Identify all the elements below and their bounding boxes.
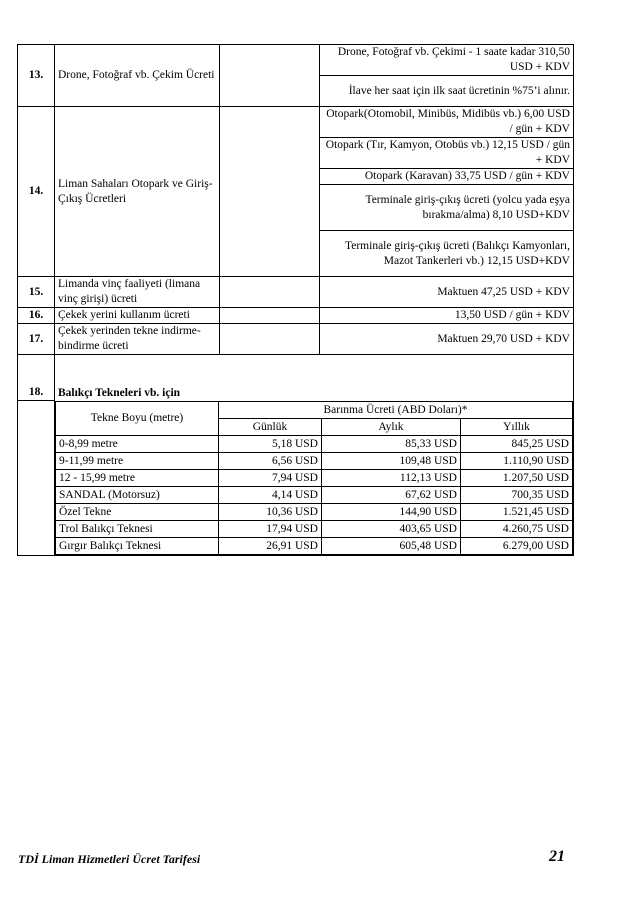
row-description: Liman Sahaları Otopark ve Giriş-Çıkış Ücretleri <box>55 107 220 277</box>
cell-yearly: 1.110,90 USD <box>461 452 573 469</box>
row-value: 13,50 USD / gün + KDV <box>320 308 574 324</box>
header-monthly: Aylık <box>322 418 461 435</box>
row-value: Maktuen 47,25 USD + KDV <box>320 277 574 308</box>
empty-cell <box>220 308 320 324</box>
table-row <box>56 537 573 554</box>
header-daily: Günlük <box>219 418 322 435</box>
row-number: 15. <box>18 277 55 308</box>
cell-daily: 17,94 USD <box>219 520 322 537</box>
boat-fee-cell <box>55 401 574 556</box>
table-row <box>56 452 573 469</box>
row-description: Drone, Fotoğraf vb. Çekim Ücreti <box>55 45 220 107</box>
spacer-cell <box>18 401 55 556</box>
cell-size: Gırgır Balıkçı Teknesi <box>56 537 219 554</box>
cell-daily: 5,18 USD <box>219 435 322 452</box>
cell-yearly: 845,25 USD <box>461 435 573 452</box>
cell-daily: 6,56 USD <box>219 452 322 469</box>
cell-daily: 10,36 USD <box>219 503 322 520</box>
row-value: Otopark (Karavan) 33,75 USD / gün + KDV <box>320 169 574 185</box>
section-title-cell <box>55 355 574 401</box>
cell-size: Özel Tekne <box>56 503 219 520</box>
row-value: Otopark (Tır, Kamyon, Otobüs vb.) 12,15 USD / gün + KDV <box>320 138 574 169</box>
cell-yearly: 700,35 USD <box>461 486 573 503</box>
row-value: Terminale giriş-çıkış ücreti (Balıkçı Kamyonları, Mazot Tankerleri vb.) 12,15 USD+KDV <box>320 231 574 277</box>
empty-cell <box>220 107 320 277</box>
cell-size: 0-8,99 metre <box>56 435 219 452</box>
table-row <box>56 520 573 537</box>
boat-fee-table <box>55 401 573 555</box>
section-title: Balıkçı Tekneleri vb. için <box>58 386 181 399</box>
cell-monthly: 403,65 USD <box>322 520 461 537</box>
table-row <box>56 435 573 452</box>
page-number: 21 <box>549 848 565 865</box>
cell-monthly: 67,62 USD <box>322 486 461 503</box>
cell-yearly: 6.279,00 USD <box>461 537 573 554</box>
header-yearly: Yıllık <box>461 418 573 435</box>
cell-size: 9-11,99 metre <box>56 452 219 469</box>
cell-monthly: 144,90 USD <box>322 503 461 520</box>
cell-daily: 7,94 USD <box>219 469 322 486</box>
cell-size: Trol Balıkçı Teknesi <box>56 520 219 537</box>
cell-monthly: 605,48 USD <box>322 537 461 554</box>
empty-cell <box>220 324 320 355</box>
row-value: İlave her saat için ilk saat ücretinin %75’i alınır. <box>320 76 574 107</box>
row-number: 13. <box>18 45 55 107</box>
cell-daily: 26,91 USD <box>219 537 322 554</box>
row-value: Maktuen 29,70 USD + KDV <box>320 324 574 355</box>
empty-cell <box>220 45 320 107</box>
row-description: Limanda vinç faaliyeti (limana vinç girişi) ücreti <box>55 277 220 308</box>
table-row <box>56 469 573 486</box>
cell-size: 12 - 15,99 metre <box>56 469 219 486</box>
row-number: 18. <box>18 355 55 401</box>
row-number: 16. <box>18 308 55 324</box>
empty-cell <box>220 277 320 308</box>
header-boat-size: Tekne Boyu (metre) <box>56 401 219 435</box>
row-description: Çekek yerinden tekne indirme-bindirme ücreti <box>55 324 220 355</box>
cell-yearly: 1.521,45 USD <box>461 503 573 520</box>
cell-daily: 4,14 USD <box>219 486 322 503</box>
cell-yearly: 1.207,50 USD <box>461 469 573 486</box>
table-row <box>56 486 573 503</box>
table-row <box>56 503 573 520</box>
row-number: 17. <box>18 324 55 355</box>
cell-monthly: 85,33 USD <box>322 435 461 452</box>
header-fee: Barınma Ücreti (ABD Doları)* <box>219 401 573 418</box>
cell-yearly: 4.260,75 USD <box>461 520 573 537</box>
tariff-table <box>17 44 574 556</box>
cell-size: SANDAL (Motorsuz) <box>56 486 219 503</box>
row-value: Otopark(Otomobil, Minibüs, Midibüs vb.) 6,00 USD / gün + KDV <box>320 107 574 138</box>
row-number: 14. <box>18 107 55 277</box>
footer-title: TDİ Liman Hizmetleri Ücret Tarifesi <box>18 852 201 866</box>
row-description: Çekek yerini kullanım ücreti <box>55 308 220 324</box>
row-value: Terminale giriş-çıkış ücreti (yolcu yada eşya bırakma/alma) 8,10 USD+KDV <box>320 185 574 231</box>
row-value: Drone, Fotoğraf vb. Çekimi - 1 saate kadar 310,50 USD + KDV <box>320 45 574 76</box>
cell-monthly: 112,13 USD <box>322 469 461 486</box>
cell-monthly: 109,48 USD <box>322 452 461 469</box>
